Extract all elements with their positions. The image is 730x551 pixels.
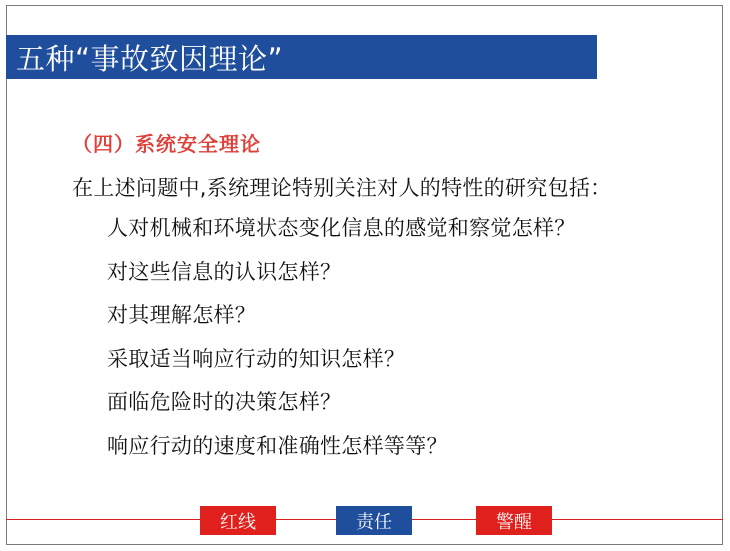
alert-button[interactable]: 警醒 <box>476 506 552 535</box>
list-item: 面临危险时的决策怎样？ <box>107 390 342 415</box>
slide-title: 五种“事故致因理论” <box>16 41 284 76</box>
list-item: 对这些信息的认识怎样？ <box>107 259 342 284</box>
list-item: 响应行动的速度和准确性怎样等等？ <box>107 433 448 458</box>
slide-title-bar <box>6 35 597 79</box>
list-item: 人对机械和环境状态变化信息的感觉和察觉怎样？ <box>107 216 576 240</box>
question-list <box>107 214 576 476</box>
redline-button[interactable]: 红线 <box>200 506 276 535</box>
intro-text: 在上述问题中,系统理论特别关注对人的特性的研究包括： <box>72 176 612 200</box>
list-item: 采取适当响应行动的知识怎样？ <box>107 346 406 371</box>
responsibility-button[interactable]: 责任 <box>336 506 412 535</box>
list-item: 对其理解怎样？ <box>107 303 257 328</box>
section-heading: （四）系统安全理论 <box>72 132 261 156</box>
